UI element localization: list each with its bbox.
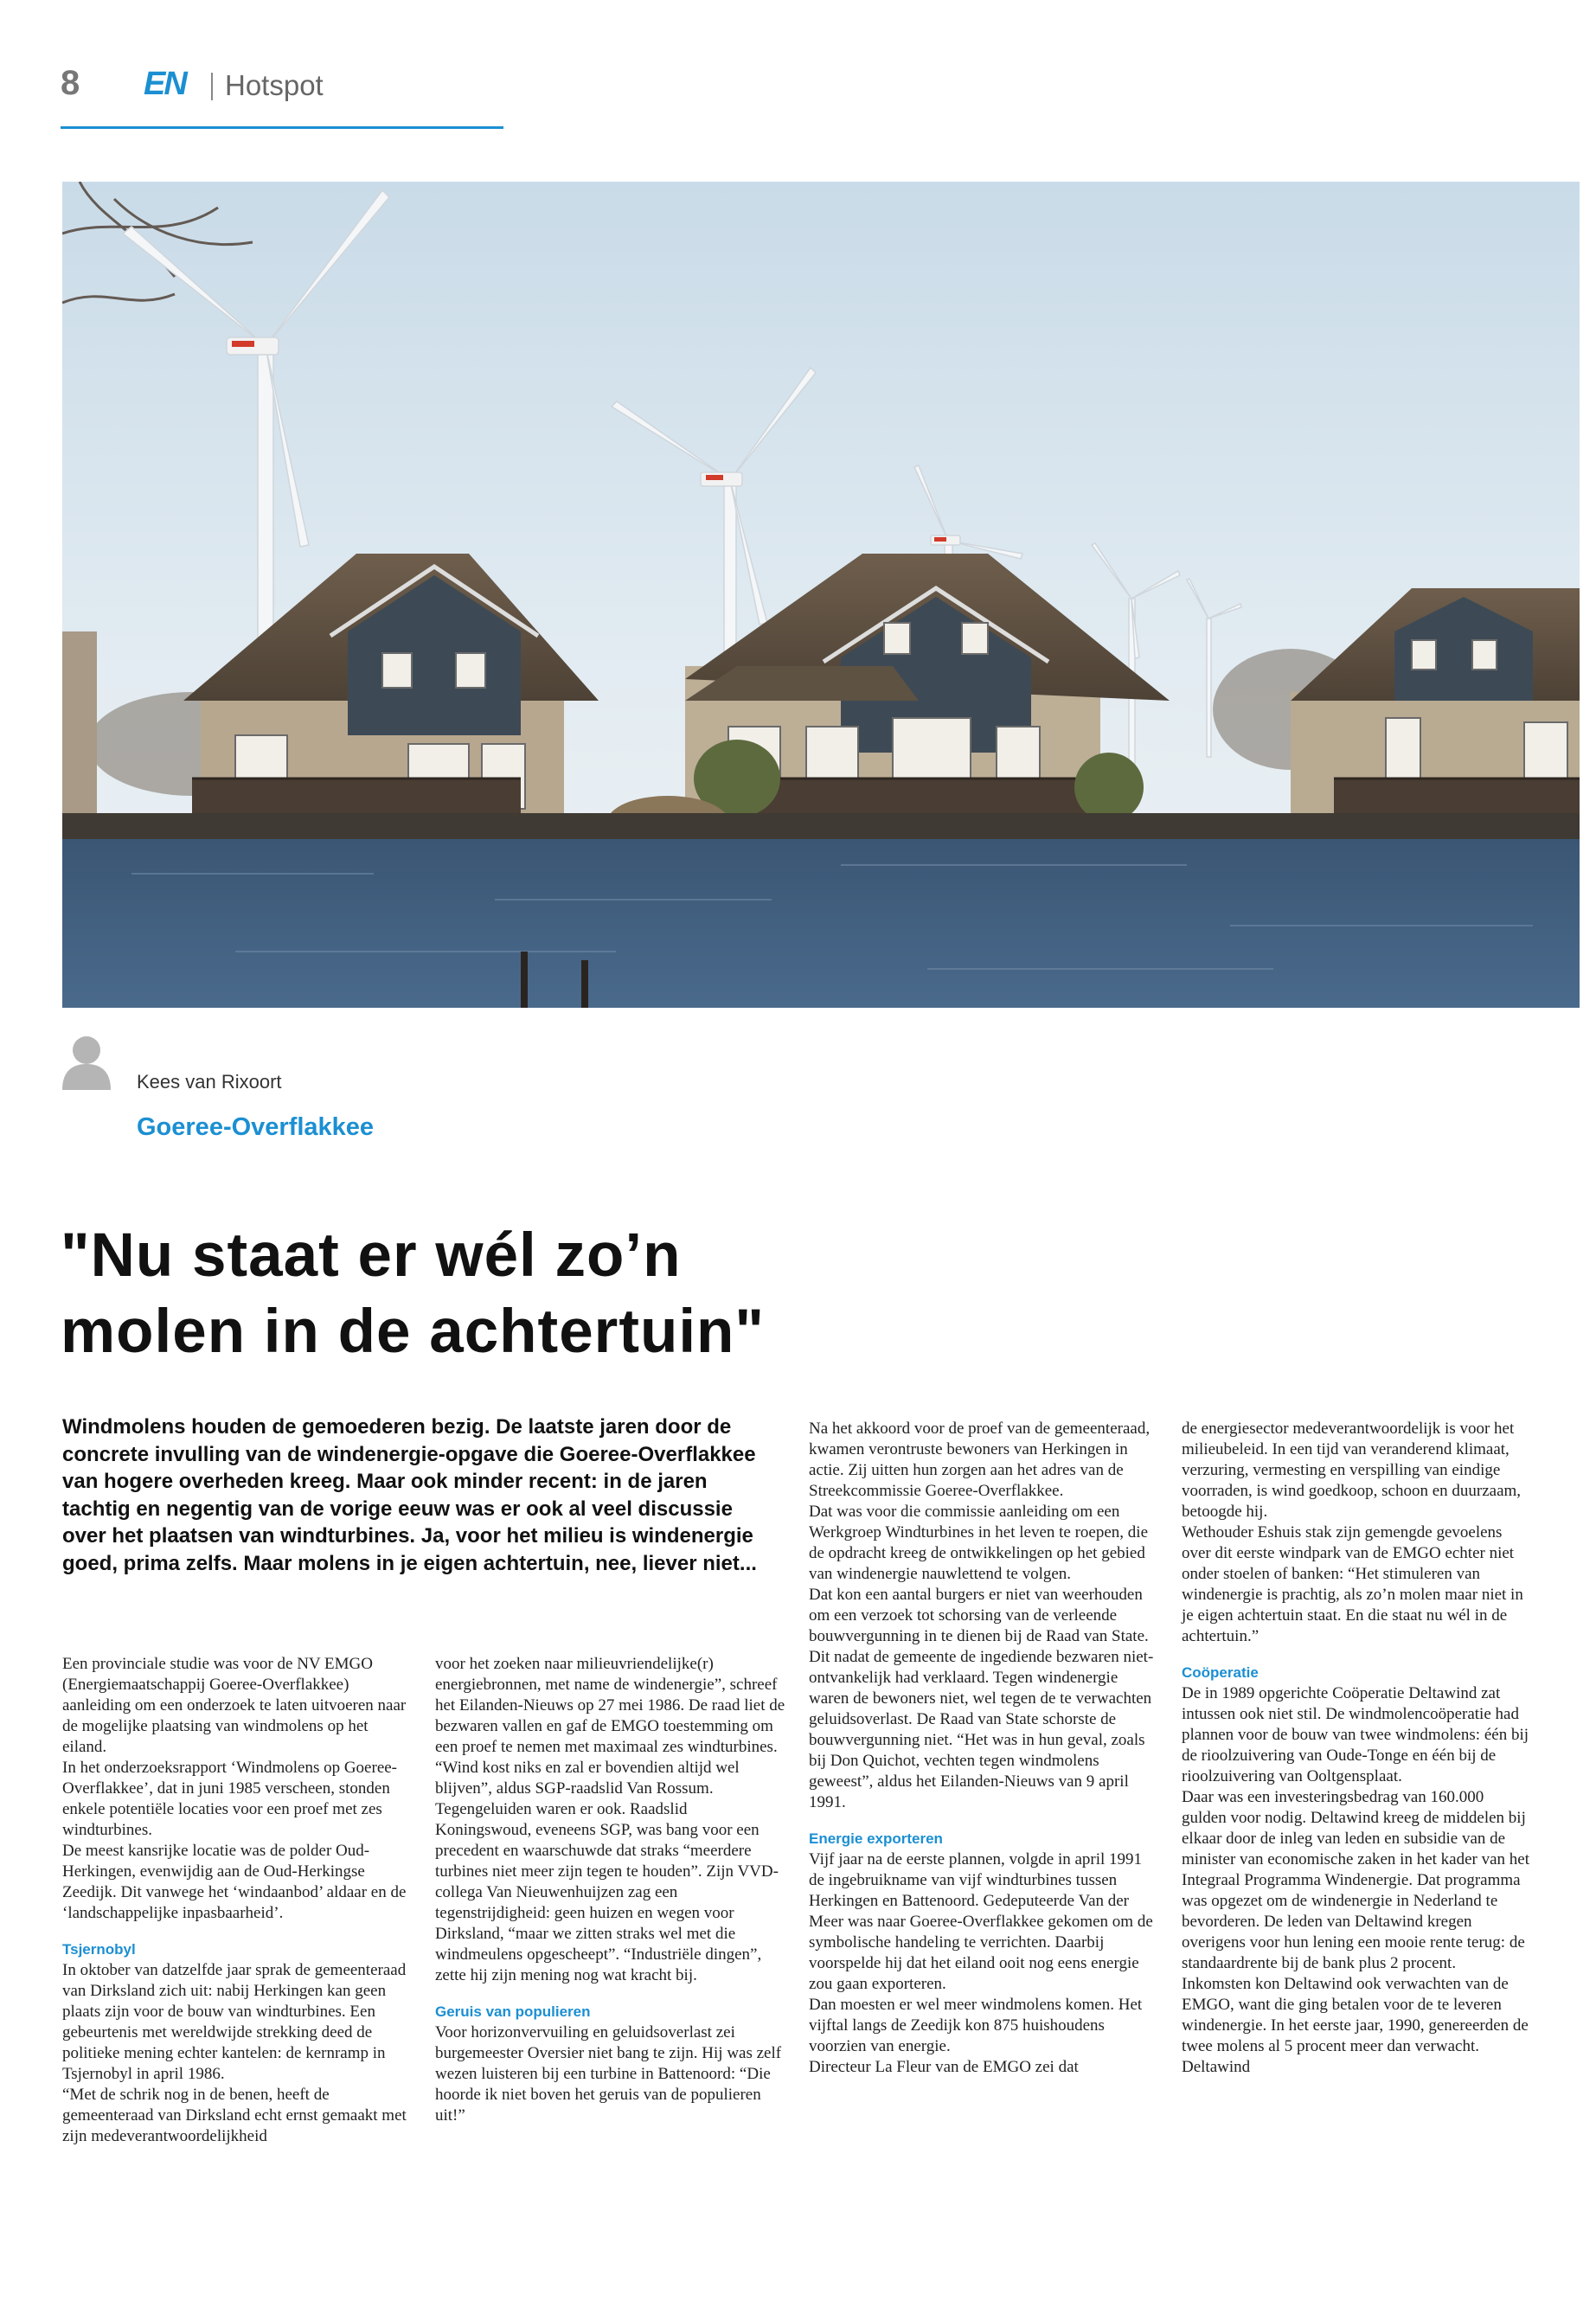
region-label: Goeree-Overflakkee (137, 1113, 375, 1141)
paragraph: “Met de schrik nog in de benen, heeft de gemeenteraad van Dirksland echt ernst gemaakt met zijn medeverantwoordelijkheid (62, 2086, 407, 2145)
paragraph: Vijf jaar na de eerste plannen, volgde in april 1991 de ingebruikname van vijf windturbines tussen Herkingen en Battenoord. Gedeputeerde Van der Meer was naar Goeree-Overflakkee gekomen om de symbolische handeling te verrichten. Daarbij voorspelde hij dat het eiland ooit nog eens energie zou gaan exporteren. (809, 1850, 1153, 1993)
section-title: Hotspot (225, 69, 324, 101)
paragraph: voor het zoeken naar milieuvriendelijke(r) energiebronnen, met name de windenergie”, schreef het Eilanden-Nieuws op 27 mei 1986. De raad liet de bezwaren vallen en gaf de EMGO toestemming om een proef te nemen met maximaal zes windturbines. (435, 1655, 785, 1756)
article-column-4 (1182, 1419, 1532, 2078)
subheading-geruis: Geruis van populieren (435, 2003, 591, 2020)
subheading-energie-exporteren: Energie exporteren (809, 1830, 943, 1847)
article-column-2 (435, 1654, 785, 2126)
paragraph: De meest kansrijke locatie was de polder Oud-Herkingen, evenwijdig aan de Oud-Herkingse Zeedijk. Dit vanwege het ‘windaanbod’ aldaar en de ‘landschappelijke inpasbaarheid’. (62, 1842, 407, 1922)
en-logo: EN (144, 66, 186, 102)
paragraph: Daar was een investeringsbedrag van 160.000 gulden voor nodig. Deltawind kreeg de middelen bij elkaar door de inleg van leden en subsidie van de minister van economische zaken in het kader van het Integraal Programma Windenergie. Dat programma was opgezet om de windenergie in Nederland te bevorderen. De leden van Deltawind kregen overigens voor hun lening een mooie rente terug: de standaardrente bij de bank plus 2 procent. (1182, 1788, 1530, 1972)
paragraph: De in 1989 opgerichte Coöperatie Deltawind zat intussen ook niet stil. De windmolencoöperatie had plannen voor de bouw van twee windmolens: één bij de rioolzuivering van Oude-Tonge en één bij de rioolzuivering van Ooltgensplaat. (1182, 1684, 1529, 1785)
paragraph: Directeur La Fleur van de EMGO zei dat (809, 2058, 1079, 2076)
paragraph: Dan moesten er wel meer windmolens komen. Het vijftal langs de Zeedijk kon 875 huishoudens voorzien van energie. (809, 1996, 1143, 2055)
author-name: Kees van Rixoort (137, 1071, 282, 1093)
paragraph: Dat kon een aantal burgers er niet van weerhouden om een verzoek tot schorsing van de verleende bouwvergunning in te dienen bij de Raad van State. Dit nadat de gemeente de ingediende bezwaren niet-ontvankelijk had verklaard. Tegen windenergie waren de bewoners niet, wel tegen de te verwachten geluidsoverlast. De Raad van State schorste de bouwvergunning niet. “Het was in hun geval, zoals bij Don Quichot, vechten tegen windmolens geweest”, aldus het Eilanden-Nieuws van 9 april 1991. (809, 1586, 1154, 1811)
subheading-tsjernobyl: Tsjernobyl (62, 1941, 136, 1958)
author-avatar-icon (62, 1033, 111, 1090)
paragraph: Dat was voor die commissie aanleiding om een Werkgroep Windturbines in het leven te roepen, die de opdracht kreeg de ontwikkelingen op het gebied van windenergie nauwlettend te volgen. (809, 1503, 1149, 1583)
header-divider (211, 73, 213, 100)
paragraph: Inkomsten kon Deltawind ook verwachten van de EMGO, want die ging betalen voor de te leveren windenergie. In het eerste jaar, 1990, genereerden de twee molens al 5 procent meer dan verwacht. Deltawind (1182, 1975, 1529, 2076)
paragraph: Wethouder Eshuis stak zijn gemengde gevoelens over dit eerste windpark van de EMGO echter niet onder stoelen of banken: “Het stimuleren van windenergie is prachtig, als zo’n molen maar niet in je eigen achtertuin staat. En die staat nu wél in de achtertuin.” (1182, 1523, 1523, 1645)
paragraph: de energiesector medeverantwoordelijk is voor het milieubeleid. In een tijd van veranderend klimaat, verzuring, vermesting en verspilling van eindige voorraden, is wind goedkoop, schoon en duurzaam, betoogde hij. (1182, 1420, 1522, 1521)
headline-line-1: "Nu staat er wél zo’n (61, 1221, 682, 1290)
header-rule (61, 126, 503, 129)
paragraph: Voor horizonvervuiling en geluidsoverlast zei burgemeester Oversier niet bang te zijn. Hij was zelf wezen luisteren bij een turbine in Battenoord: “Die hoorde ik niet boven het geruis van de populieren uit!” (435, 2023, 782, 2125)
paragraph: In het onderzoeksrapport ‘Windmolens op Goeree-Overflakkee’, dat in juni 1985 verscheen, stonden enkele potentiële locaties voor een proef met zes windturbines. (62, 1759, 398, 1839)
paragraph: In oktober van datzelfde jaar sprak de gemeenteraad van Dirksland zich uit: nabij Herkingen kan geen plaats zijn voor de bouw van windturbines. Een gebeurtenis met wereldwijde strekking deed de politieke mening echter kantelen: de kernramp in Tsjernobyl in april 1986. (62, 1961, 407, 2083)
paragraph: Een provinciale studie was voor de NV EMGO (Energiemaatschappij Goeree-Overflakkee) aanleiding om een onderzoek te laten uitvoeren naar de mogelijke plaatsing van windmolens op het eiland. (62, 1655, 407, 1756)
windmill-houses-photo (62, 182, 1580, 1008)
headline-line-2: molen in de achtertuin" (61, 1298, 766, 1366)
page-number: 8 (61, 64, 80, 102)
article-column-3 (809, 1419, 1159, 2078)
paragraph: “Wind kost niks en zal er bovendien altijd wel blijven”, aldus SGP-raadslid Van Rossum. Tegengeluiden waren er ook. Raadslid Koningswoud, eveneens SGP, was bang voor een precedent en waarschuwde dat straks “meerdere turbines niet meer zijn tegen te houden”. Zijn VVD-collega Van Nieuwenhuijzen zag een tegenstrijdigheid: geen huizen en wegen voor Dirksland, “maar we zitten straks wel met die windmeulens opgescheept”. “Industriële dingen”, zette hij zijn mening nog wat kracht bij. (435, 1759, 779, 1984)
article-column-1 (62, 1654, 413, 2147)
paragraph: Na het akkoord voor de proef van de gemeenteraad, kwamen verontruste bewoners van Herkingen in actie. Zij uitten hun zorgen aan het adres van de Streekcommissie Goeree-Overflakkee. (809, 1420, 1151, 1500)
lead-paragraph: Windmolens houden de gemoederen bezig. De laatste jaren door de concrete invulling van de windenergie-opgave die Goeree-Overflakkee van hogere overheden kreeg. Maar ook minder recent: in de jaren tachtig en negentig van de vorige eeuw was er ook al veel discussie over het plaatsen van windturbines. Ja, voor het milieu is windenergie goed, prima zelfs. Maar molens in je eigen achtertuin, nee, liever niet... (62, 1415, 757, 1575)
subheading-cooperatie: Coöperatie (1182, 1664, 1259, 1681)
headline (61, 1218, 1099, 1370)
